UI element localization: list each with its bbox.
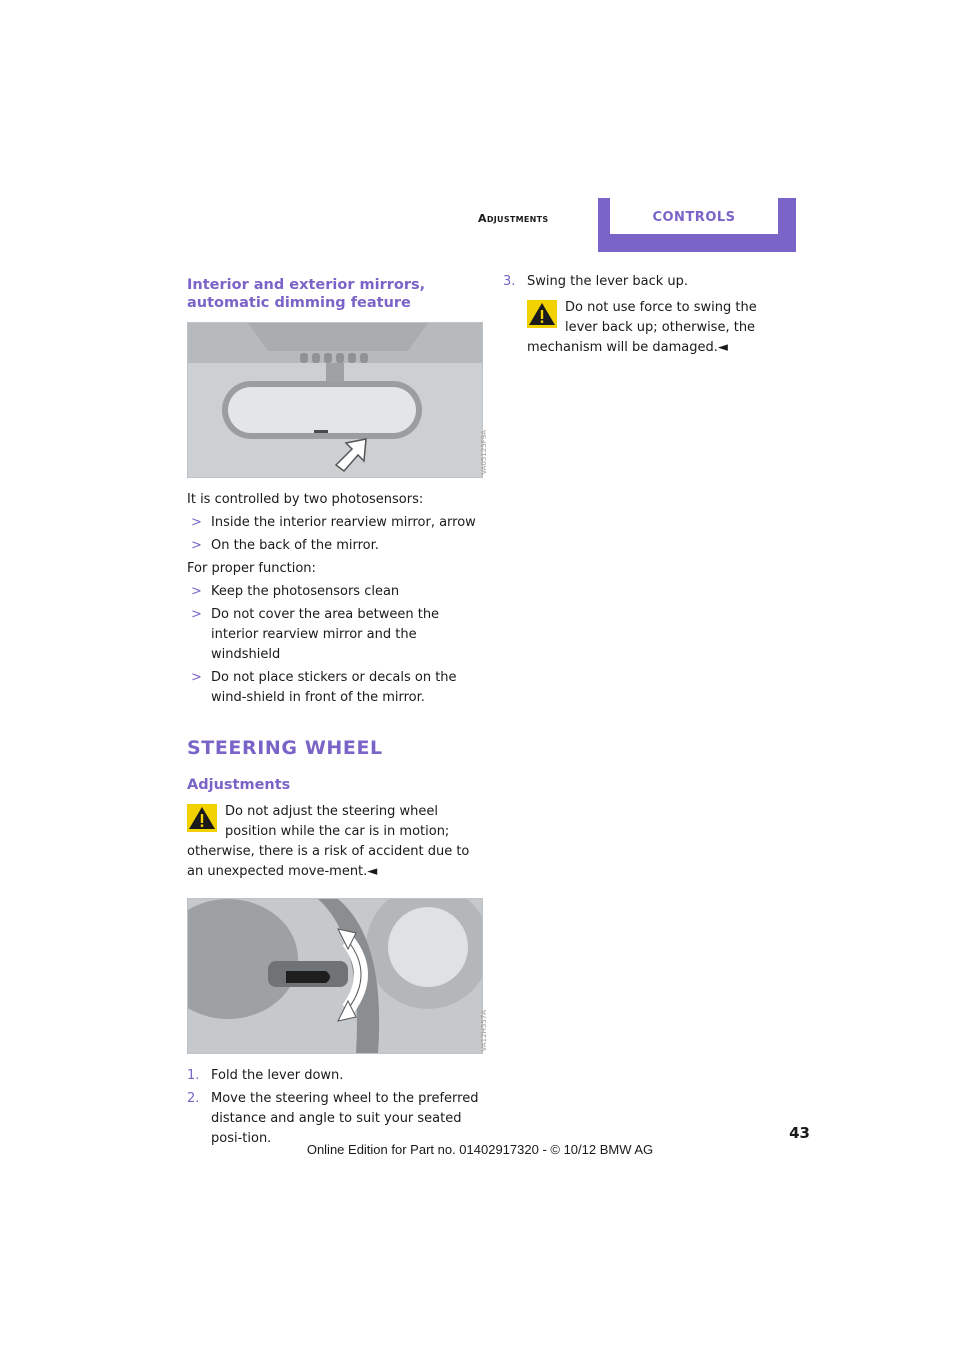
list-item-text: Keep the photosensors clean [211,584,400,599]
running-header-section: Adjustments [478,212,549,225]
mirrors-heading-line2: automatic dimming feature [187,295,411,311]
step-text: Swing the lever back up. [527,274,689,289]
warning-icon [187,804,217,832]
mirrors-heading-line1: Interior and exterior mirrors, [187,277,426,293]
step-number: 1. [187,1068,200,1083]
mirror-photo [187,322,488,478]
chapter-tab-label: CONTROLS [610,198,778,234]
lever-warning-text: Do not use force to swing the lever back up; otherwise, the mechanism will be damaged. [527,300,757,355]
step-number: 2. [187,1091,200,1106]
steering-image-code: VA12H557A [480,1009,488,1051]
bullet-marker: > [191,538,202,553]
bullet-marker: > [191,515,202,530]
bullet-marker: > [191,607,202,622]
chapter-tab [598,198,796,252]
step-text: Fold the lever down. [211,1068,344,1083]
adjustments-heading: Adjustments [187,777,291,793]
step-item [503,272,793,292]
steering-warning [187,802,483,882]
steering-warning-text: Do not adjust the steering wheel position while the car is in motion; otherwise, there is a risk of accident due to an unexpected move-ment. [187,804,470,879]
steering-lever-illustration [188,899,482,1053]
list-item [187,605,483,665]
end-marker: ◄ [717,340,728,355]
bullet-marker: > [191,584,202,599]
step-item [187,1089,483,1149]
list-item-text: Do not place stickers or decals on the wind-shield in front of the mirror. [211,670,457,705]
list-item [187,513,483,533]
list-item-text: Do not cover the area between the interior rearview mirror and the windshield [211,607,440,662]
end-marker: ◄ [367,864,378,879]
step-number: 3. [503,274,516,289]
list-item-text: Inside the interior rearview mirror, arrow [211,515,476,530]
list-item [187,536,483,556]
steering-section-heading: STEERING WHEEL [187,737,383,759]
function-intro: For proper function: [187,561,316,576]
step-text: Move the steering wheel to the preferred distance and angle to suit your seated posi-tion. [211,1091,479,1146]
list-item-text: On the back of the mirror. [211,538,379,553]
list-item [187,582,483,602]
mirrors-heading [187,276,483,312]
sensor-intro: It is controlled by two photosensors: [187,492,424,507]
warning-icon [527,300,557,328]
bullet-marker: > [191,670,202,685]
step-item [187,1066,483,1086]
right-column [503,272,793,358]
list-item [187,668,483,708]
page-number: 43 [789,1124,810,1142]
steering-photo [187,898,488,1054]
mirror-image-code: VA05125F9A [480,430,488,475]
left-column [187,276,488,1149]
edition-footer: Online Edition for Part no. 01402917320 - © 10/12 BMW AG [306,1142,654,1157]
lever-warning [503,298,793,358]
rearview-mirror-illustration [188,323,482,477]
